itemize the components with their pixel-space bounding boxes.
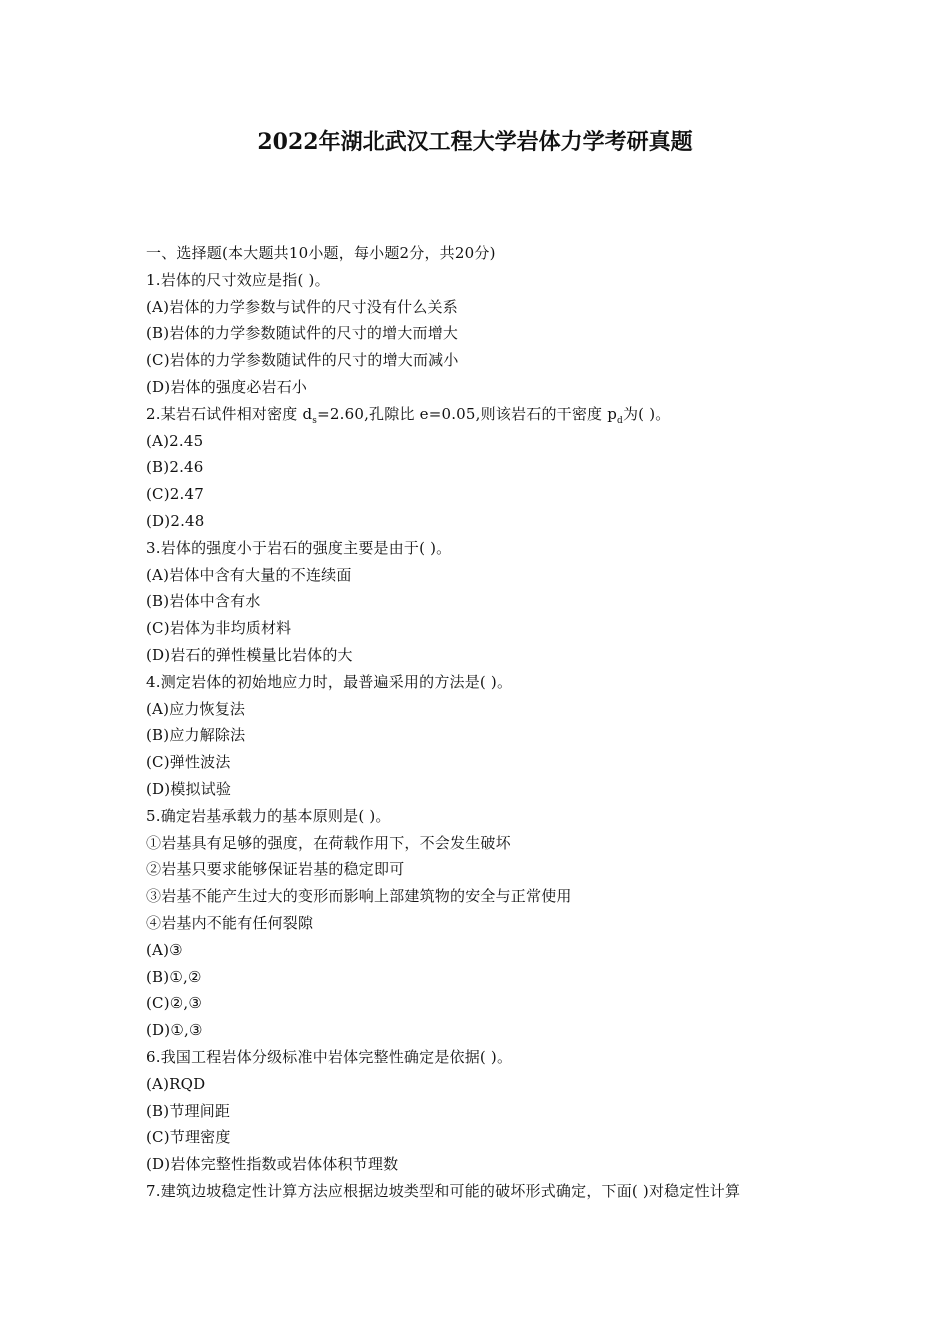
question-2-option-d: (D)2.48 <box>146 511 205 530</box>
question-3-option-c: (C)岩体为非均质材料 <box>146 619 292 638</box>
subscript-s: s <box>312 415 318 426</box>
question-6-option-d: (D)岩体完整性指数或岩体体积节理数 <box>146 1155 399 1174</box>
question-5-statement-3: ③岩基不能产生过大的变形而影响上部建筑物的安全与正常使用 <box>146 887 572 906</box>
question-3-stem: 3.岩体的强度小于岩石的强度主要是由于( )。 <box>146 538 452 557</box>
question-1-option-a: (A)岩体的力学参数与试件的尺寸没有什么关系 <box>146 297 458 316</box>
question-6-option-c: (C)节理密度 <box>146 1128 231 1147</box>
section-heading: 一、选择题(本大题共10小题，每小题2分，共20分) <box>146 244 496 262</box>
question-5-statement-4: ④岩基内不能有任何裂隙 <box>146 913 314 932</box>
question-4-option-d: (D)模拟试验 <box>146 779 232 798</box>
question-2-option-c: (C)2.47 <box>146 485 204 504</box>
question-6-option-a: (A)RQD <box>146 1074 206 1093</box>
question-2-option-b: (B)2.46 <box>146 458 204 477</box>
question-1-option-d: (D)岩体的强度必岩石小 <box>146 377 308 396</box>
question-2-stem <box>146 401 826 428</box>
question-6-option-b: (B)节理间距 <box>146 1101 231 1120</box>
question-3-option-a: (A)岩体中含有大量的不连续面 <box>146 565 352 584</box>
question-1-option-b: (B)岩体的力学参数随试件的尺寸的增大而增大 <box>146 324 459 343</box>
question-4-option-b: (B)应力解除法 <box>146 726 246 745</box>
document-body <box>146 240 826 1205</box>
question-5-option-b: (B)①,② <box>146 967 202 986</box>
question-6-stem: 6.我国工程岩体分级标准中岩体完整性确定是依据( )。 <box>146 1047 513 1066</box>
question-2-option-a: (A)2.45 <box>146 431 204 450</box>
question-2-stem-part-3: 为( )。 <box>622 404 671 423</box>
question-4-option-c: (C)弹性波法 <box>146 753 231 772</box>
question-4-stem: 4.测定岩体的初始地应力时，最普遍采用的方法是( )。 <box>146 672 513 691</box>
question-3-option-b: (B)岩体中含有水 <box>146 592 261 611</box>
question-5-statement-2: ②岩基只要求能够保证岩基的稳定即可 <box>146 860 405 879</box>
question-7-stem: 7.建筑边坡稳定性计算方法应根据边坡类型和可能的破坏形式确定，下面( )对稳定性计算 <box>146 1181 741 1200</box>
subscript-d: d <box>617 415 623 426</box>
question-2-stem-part-1: 2.某岩石试件相对密度 d <box>146 404 313 423</box>
question-3-option-d: (D)岩石的弹性模量比岩体的大 <box>146 645 353 664</box>
question-1-option-c: (C)岩体的力学参数随试件的尺寸的增大而减小 <box>146 351 459 370</box>
question-5-stem: 5.确定岩基承载力的基本原则是( )。 <box>146 806 391 825</box>
question-1-stem: 1.岩体的尺寸效应是指( )。 <box>146 270 330 289</box>
question-2-stem-part-2: =2.60,孔隙比 e=0.05,则该岩石的干密度 p <box>317 404 618 423</box>
question-4-option-a: (A)应力恢复法 <box>146 699 246 718</box>
document-title: 2022年湖北武汉工程大学岩体力学考研真题 <box>257 129 693 155</box>
question-5-option-a: (A)③ <box>146 940 183 959</box>
question-5-option-c: (C)②,③ <box>146 994 203 1013</box>
question-5-statement-1: ①岩基具有足够的强度，在荷载作用下，不会发生破坏 <box>146 833 511 852</box>
question-5-option-d: (D)①,③ <box>146 1021 203 1040</box>
